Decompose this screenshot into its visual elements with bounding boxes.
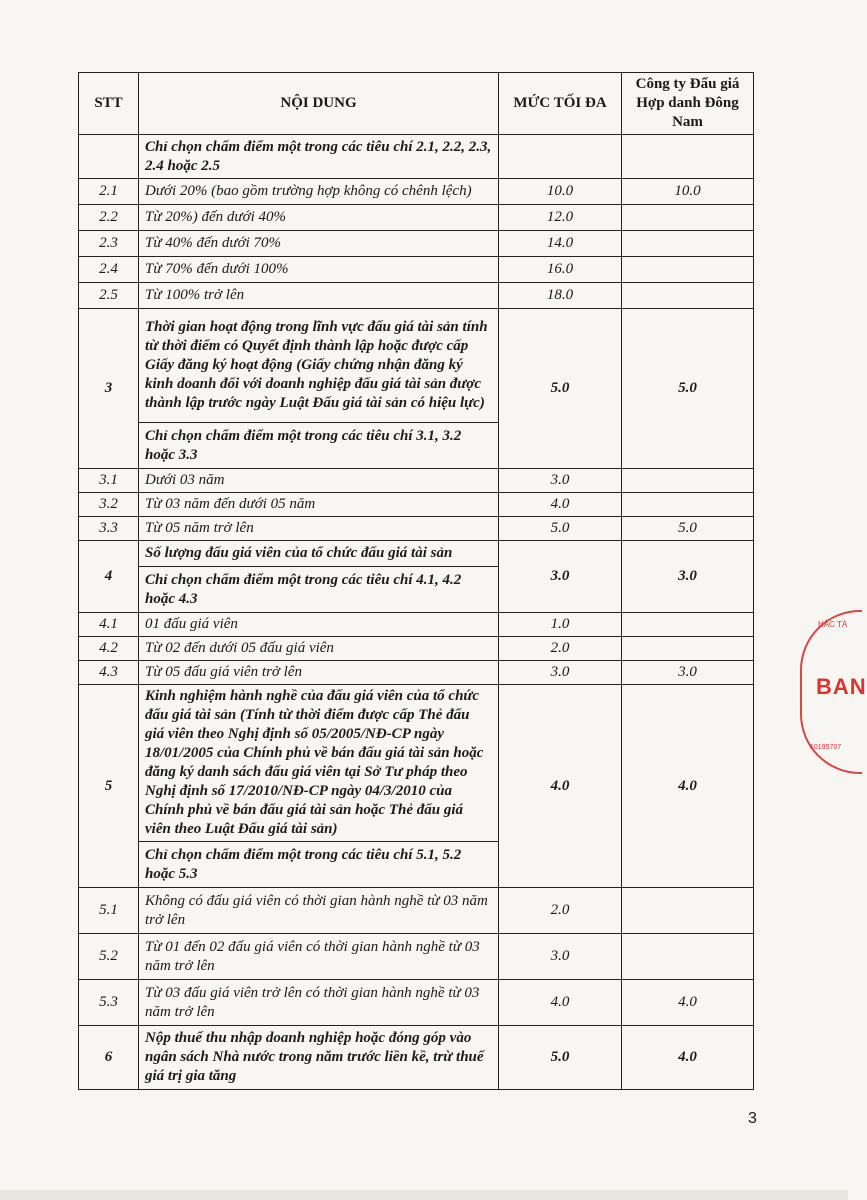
table-row: 2.5 Từ 100% trở lên 18.0	[79, 283, 754, 309]
row-content: Nộp thuế thu nhập doanh nghiệp hoặc đóng góp vào ngân sách Nhà nước trong năm trước liền kề, trừ thuế giá trị gia tăng	[139, 1026, 499, 1090]
row-score: 4.0	[622, 980, 754, 1026]
row-score	[622, 283, 754, 309]
row-content: 01 đấu giá viên	[139, 613, 499, 637]
table-row: 3 Thời gian hoạt động trong lĩnh vực đấu giá tài sản tính từ thời điểm có Quyết định thành lập hoặc được cấp Giấy đăng ký hoạt động (Giấy chứng nhận đăng ký kinh doanh đối với doanh nghiệp đấu giá tài sản được thành lập trước ngày Luật Đấu giá tài sản có hiệu lực) 5.0 5.0	[79, 309, 754, 423]
row-max: 18.0	[499, 283, 622, 309]
stamp-top-text: HẮC TÀ	[818, 620, 848, 629]
row-max: 5.0	[499, 517, 622, 541]
header-content: NỘI DUNG	[139, 73, 499, 135]
row-max: 14.0	[499, 231, 622, 257]
table-row: 3.3 Từ 05 năm trở lên 5.0 5.0	[79, 517, 754, 541]
table-row: 4 Số lượng đấu giá viên của tổ chức đấu giá tài sản 3.0 3.0	[79, 541, 754, 567]
row-max: 3.0	[499, 541, 622, 613]
table-row: 3.1 Dưới 03 năm 3.0	[79, 469, 754, 493]
row-content: Từ 01 đến 02 đấu giá viên có thời gian hành nghề từ 03 năm trở lên	[139, 934, 499, 980]
row-score: 4.0	[622, 685, 754, 888]
company-stamp	[800, 610, 867, 774]
row-score: 3.0	[622, 541, 754, 613]
row-score	[622, 493, 754, 517]
row-content: Từ 03 đấu giá viên trở lên có thời gian hành nghề từ 03 năm trở lên	[139, 980, 499, 1026]
row-score	[622, 637, 754, 661]
row-subcontent: Chỉ chọn chấm điểm một trong các tiêu chí 3.1, 3.2 hoặc 3.3	[139, 423, 499, 469]
page-edge	[0, 1190, 848, 1200]
row-score	[622, 613, 754, 637]
row-content: Kinh nghiệm hành nghề của đấu giá viên của tổ chức đấu giá tài sản (Tính từ thời điểm được cấp Thẻ đấu giá viên theo Nghị định số 05/2005/NĐ-CP ngày 18/01/2005 của Chính phủ về bán đấu giá tài sản hoặc đăng ký danh sách đấu giá viên tại Sở Tư pháp theo Nghị định số 17/2010/NĐ-CP ngày 04/3/2010 của Chính phủ về bán đấu giá tài sản hoặc Thẻ đấu giá viên theo Luật Đấu giá tài sản)	[139, 685, 499, 842]
table-row: 3.2 Từ 03 năm đến dưới 05 năm 4.0	[79, 493, 754, 517]
row-content: Từ 40% đến dưới 70%	[139, 231, 499, 257]
row-max: 3.0	[499, 934, 622, 980]
table-row: 5.3 Từ 03 đấu giá viên trở lên có thời gian hành nghề từ 03 năm trở lên 4.0 4.0	[79, 980, 754, 1026]
row-score	[622, 888, 754, 934]
row-score	[622, 205, 754, 231]
row-content: Từ 02 đến dưới 05 đấu giá viên	[139, 637, 499, 661]
table-row: 5 Kinh nghiệm hành nghề của đấu giá viên của tổ chức đấu giá tài sản (Tính từ thời điểm được cấp Thẻ đấu giá viên theo Nghị định số 05/2005/NĐ-CP ngày 18/01/2005 của Chính phủ về bán đấu giá tài sản hoặc đăng ký danh sách đấu giá viên tại Sở Tư pháp theo Nghị định số 17/2010/NĐ-CP ngày 04/3/2010 của Chính phủ về bán đấu giá tài sản hoặc Thẻ đấu giá viên theo Luật Đấu giá tài sản) 4.0 4.0	[79, 685, 754, 842]
table-row: 2.2 Từ 20%) đến dưới 40% 12.0	[79, 205, 754, 231]
row-content: Không có đấu giá viên có thời gian hành nghề từ 03 năm trở lên	[139, 888, 499, 934]
page-number: 3	[748, 1110, 757, 1127]
table-header-row	[79, 73, 754, 135]
row-content: Số lượng đấu giá viên của tổ chức đấu giá tài sản	[139, 541, 499, 567]
row-score: 3.0	[622, 661, 754, 685]
row-content: Từ 70% đến dưới 100%	[139, 257, 499, 283]
row-max: 2.0	[499, 637, 622, 661]
row-max: 4.0	[499, 980, 622, 1026]
row-max: 2.0	[499, 888, 622, 934]
table-row: 2.4 Từ 70% đến dưới 100% 16.0	[79, 257, 754, 283]
stamp-text: BAN	[816, 674, 867, 699]
table-row: 5.1 Không có đấu giá viên có thời gian hành nghề từ 03 năm trở lên 2.0	[79, 888, 754, 934]
row-max: 16.0	[499, 257, 622, 283]
header-stt: STT	[79, 73, 139, 135]
row-score: 5.0	[622, 517, 754, 541]
row-content: Từ 03 năm đến dưới 05 năm	[139, 493, 499, 517]
row-max: 10.0	[499, 179, 622, 205]
row-score	[622, 469, 754, 493]
row-max: 5.0	[499, 1026, 622, 1090]
scoring-table	[78, 72, 754, 1090]
header-max: MỨC TỐI ĐA	[499, 73, 622, 135]
row-content: Từ 05 năm trở lên	[139, 517, 499, 541]
row-max: 12.0	[499, 205, 622, 231]
header-company: Công ty Đấu giá Hợp danh Đông Nam	[622, 73, 754, 135]
table-row: 4.1 01 đấu giá viên 1.0	[79, 613, 754, 637]
row-content: Từ 20%) đến dưới 40%	[139, 205, 499, 231]
table-row	[79, 135, 754, 179]
row-max: 3.0	[499, 661, 622, 685]
table-row: 4.3 Từ 05 đấu giá viên trở lên 3.0 3.0	[79, 661, 754, 685]
row-max: 3.0	[499, 469, 622, 493]
table-row: 4.2 Từ 02 đến dưới 05 đấu giá viên 2.0	[79, 637, 754, 661]
row-content: Từ 05 đấu giá viên trở lên	[139, 661, 499, 685]
row-score	[622, 257, 754, 283]
row-content: Thời gian hoạt động trong lĩnh vực đấu giá tài sản tính từ thời điểm có Quyết định thành lập hoặc được cấp Giấy đăng ký hoạt động (Giấy chứng nhận đăng ký kinh doanh đối với doanh nghiệp đấu giá tài sản được thành lập trước ngày Luật Đấu giá tài sản có hiệu lực)	[139, 309, 499, 423]
table-row: 2.1 Dưới 20% (bao gồm trường hợp không có chênh lệch) 10.0 10.0	[79, 179, 754, 205]
table-row: 2.3 Từ 40% đến dưới 70% 14.0	[79, 231, 754, 257]
row-subcontent: Chỉ chọn chấm điểm một trong các tiêu chí 5.1, 5.2 hoặc 5.3	[139, 842, 499, 888]
row-max: 5.0	[499, 309, 622, 469]
row-score	[622, 231, 754, 257]
row-content: Dưới 03 năm	[139, 469, 499, 493]
row-max: 4.0	[499, 685, 622, 888]
row-max: 1.0	[499, 613, 622, 637]
row-score: 5.0	[622, 309, 754, 469]
stamp-bottom-text: 10195707	[810, 744, 842, 751]
row-score: 4.0	[622, 1026, 754, 1090]
row-max: 4.0	[499, 493, 622, 517]
row-content: Từ 100% trở lên	[139, 283, 499, 309]
table-row: 5.2 Từ 01 đến 02 đấu giá viên có thời gian hành nghề từ 03 năm trở lên 3.0	[79, 934, 754, 980]
row-subcontent: Chỉ chọn chấm điểm một trong các tiêu chí 4.1, 4.2 hoặc 4.3	[139, 567, 499, 613]
row-score	[622, 934, 754, 980]
row-content: Chỉ chọn chấm điểm một trong các tiêu chí 2.1, 2.2, 2.3, 2.4 hoặc 2.5	[139, 135, 499, 179]
table-row: 6 Nộp thuế thu nhập doanh nghiệp hoặc đóng góp vào ngân sách Nhà nước trong năm trước liền kề, trừ thuế giá trị gia tăng 5.0 4.0	[79, 1026, 754, 1090]
row-content: Dưới 20% (bao gồm trường hợp không có chênh lệch)	[139, 179, 499, 205]
row-score: 10.0	[622, 179, 754, 205]
